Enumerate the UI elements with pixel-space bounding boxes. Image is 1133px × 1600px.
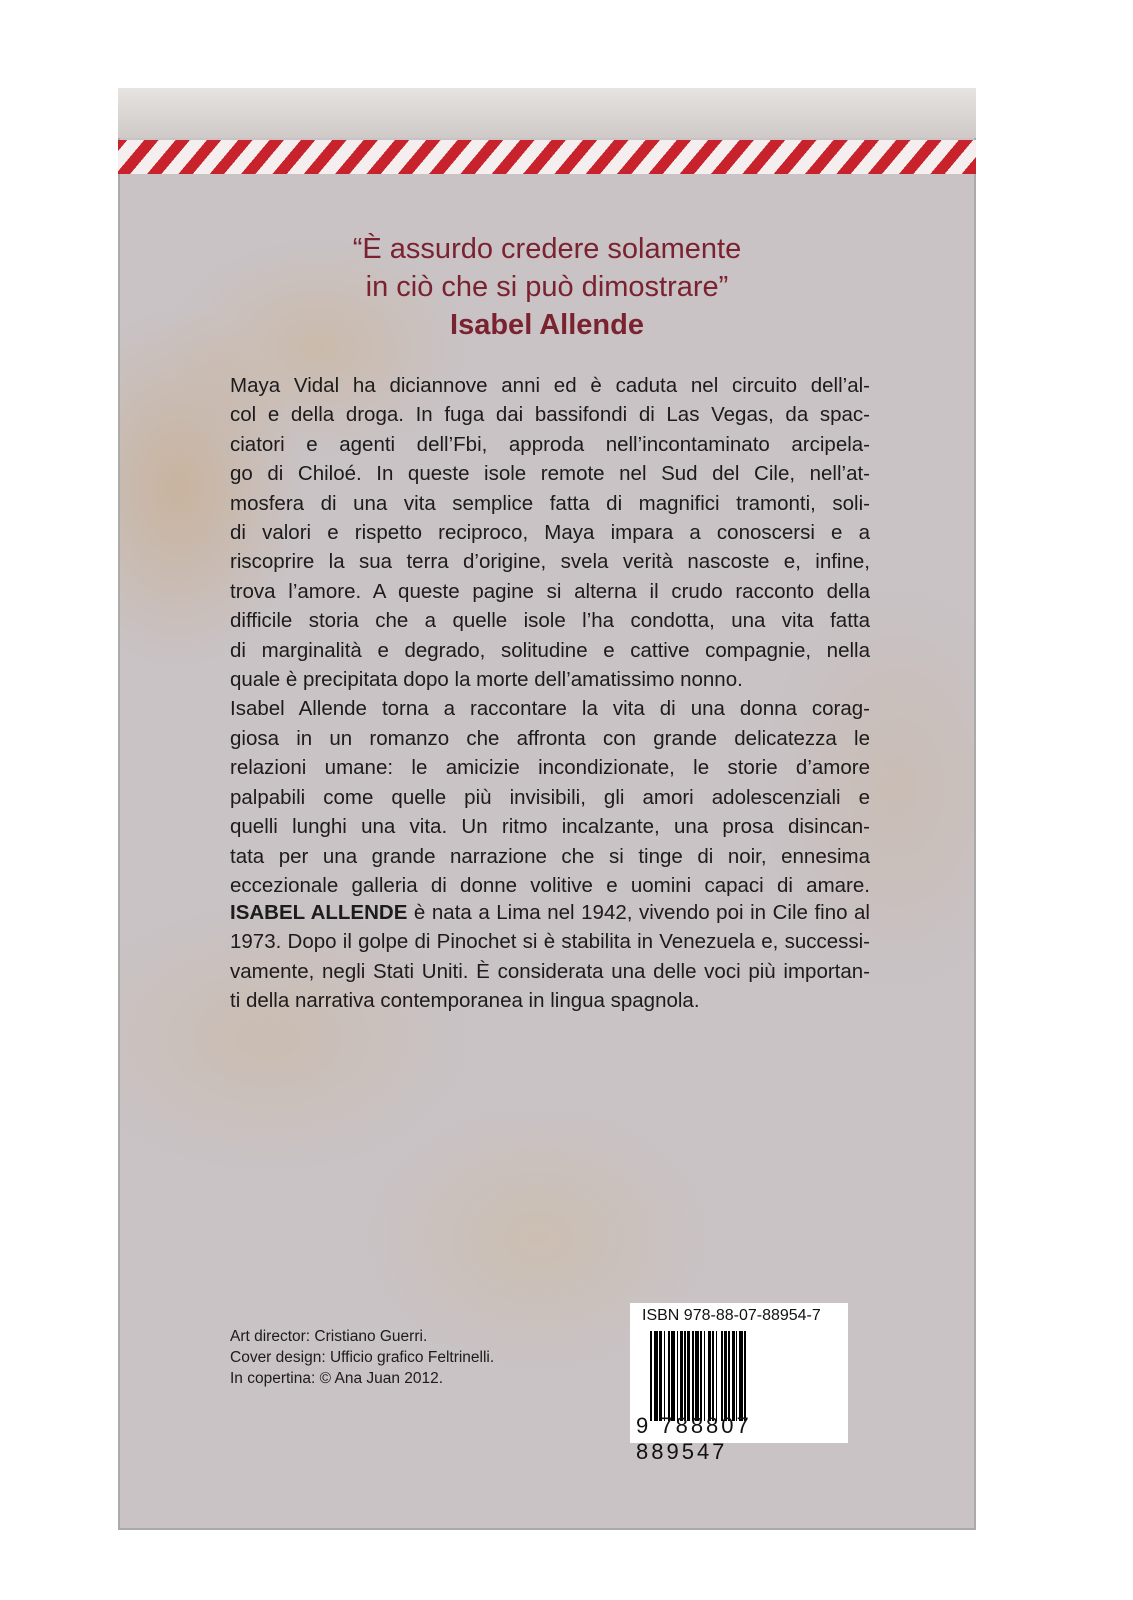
synopsis-line: palpabili come quelle più invisibili, gli amori adolescenziali e [230,785,870,809]
credits [230,1326,494,1389]
author-bio [230,898,870,1016]
barcode-digits: 9 788807 889547 [636,1413,752,1464]
bio-line: 1973. Dopo il golpe di Pinochet si è stabilita in Venezuela e, successi- [230,930,870,954]
quote-line: in ciò che si può dimostrare” [365,271,729,303]
isbn-text: ISBN 978-88-07-88954-7 [642,1307,821,1324]
book-back-cover [118,88,976,1530]
synopsis-line: quelli lunghi una vita. Un ritmo incalzante, una prosa disincan- [230,815,870,839]
synopsis-line: relazioni umane: le amicizie incondizionate, le storie d’amore [230,756,870,780]
synopsis-line: col e della droga. In fuga dai bassifondi di Las Vegas, da spac- [230,403,870,427]
synopsis-line: Isabel Allende torna a raccontare la vita di una donna corag- [230,697,870,721]
isbn-barcode [630,1303,848,1464]
synopsis-line: ciatori e agenti dell’Fbi, approda nell’incontaminato arcipela- [230,432,870,456]
synopsis-line: tata per una grande narrazione che si tinge di noir, ennesima [230,844,870,868]
synopsis-line: difficile storia che a quelle isole l’ha condotta, una vita fatta [230,609,870,633]
synopsis-line: eccezionale galleria di donne volitive e uomini capaci di amare. [230,873,870,897]
barcode-bars [650,1331,840,1421]
credit-line: Cover design: Ufficio grafico Feltrinelli. [230,1349,495,1366]
barcode-bar [746,1331,748,1421]
bio-line: vamente, negli Stati Uniti. È considerata una delle voci più importan- [230,959,870,983]
bio-line [230,898,870,927]
synopsis-line: di valori e rispetto reciproco, Maya impara a conoscersi e a [230,521,870,545]
quote-block [118,230,976,344]
synopsis-line: go di Chiloé. In queste isole remote nel Sud del Cile, nell’at- [230,462,870,486]
red-striped-band [118,140,976,174]
synopsis-line: riscoprire la sua terra d’origine, svela verità nascoste e, infine, [230,550,870,574]
synopsis-line: Maya Vidal ha diciannove anni ed è caduta nel circuito dell’al- [230,374,870,397]
synopsis [230,371,870,900]
page-edges [118,88,976,138]
synopsis-line: giosa in un romanzo che affronta con grande delicatezza le [230,726,870,750]
bio-author-name: ISABEL ALLENDE [230,901,408,924]
credit-line: Art director: Cristiano Guerri. [230,1328,428,1345]
bio-text: è nata a Lima nel 1942, vivendo poi in Cile fino al [407,901,870,924]
bio-line: ti della narrativa contemporanea in lingua spagnola. [230,989,700,1013]
synopsis-line: mosfera di una vita semplice fatta di magnifici tramonti, soli- [230,491,870,515]
quote-line: “È assurdo credere solamente [352,233,742,265]
quote-author: Isabel Allende [450,309,644,341]
synopsis-line: di marginalità e degrado, solitudine e cattive compagnie, nella [230,638,870,662]
synopsis-line: trova l’amore. A queste pagine si alterna il crudo racconto della [230,579,870,603]
synopsis-line: quale è precipitata dopo la morte dell’amatissimo nonno. [230,668,743,692]
credit-line: In copertina: © Ana Juan 2012. [230,1370,444,1387]
